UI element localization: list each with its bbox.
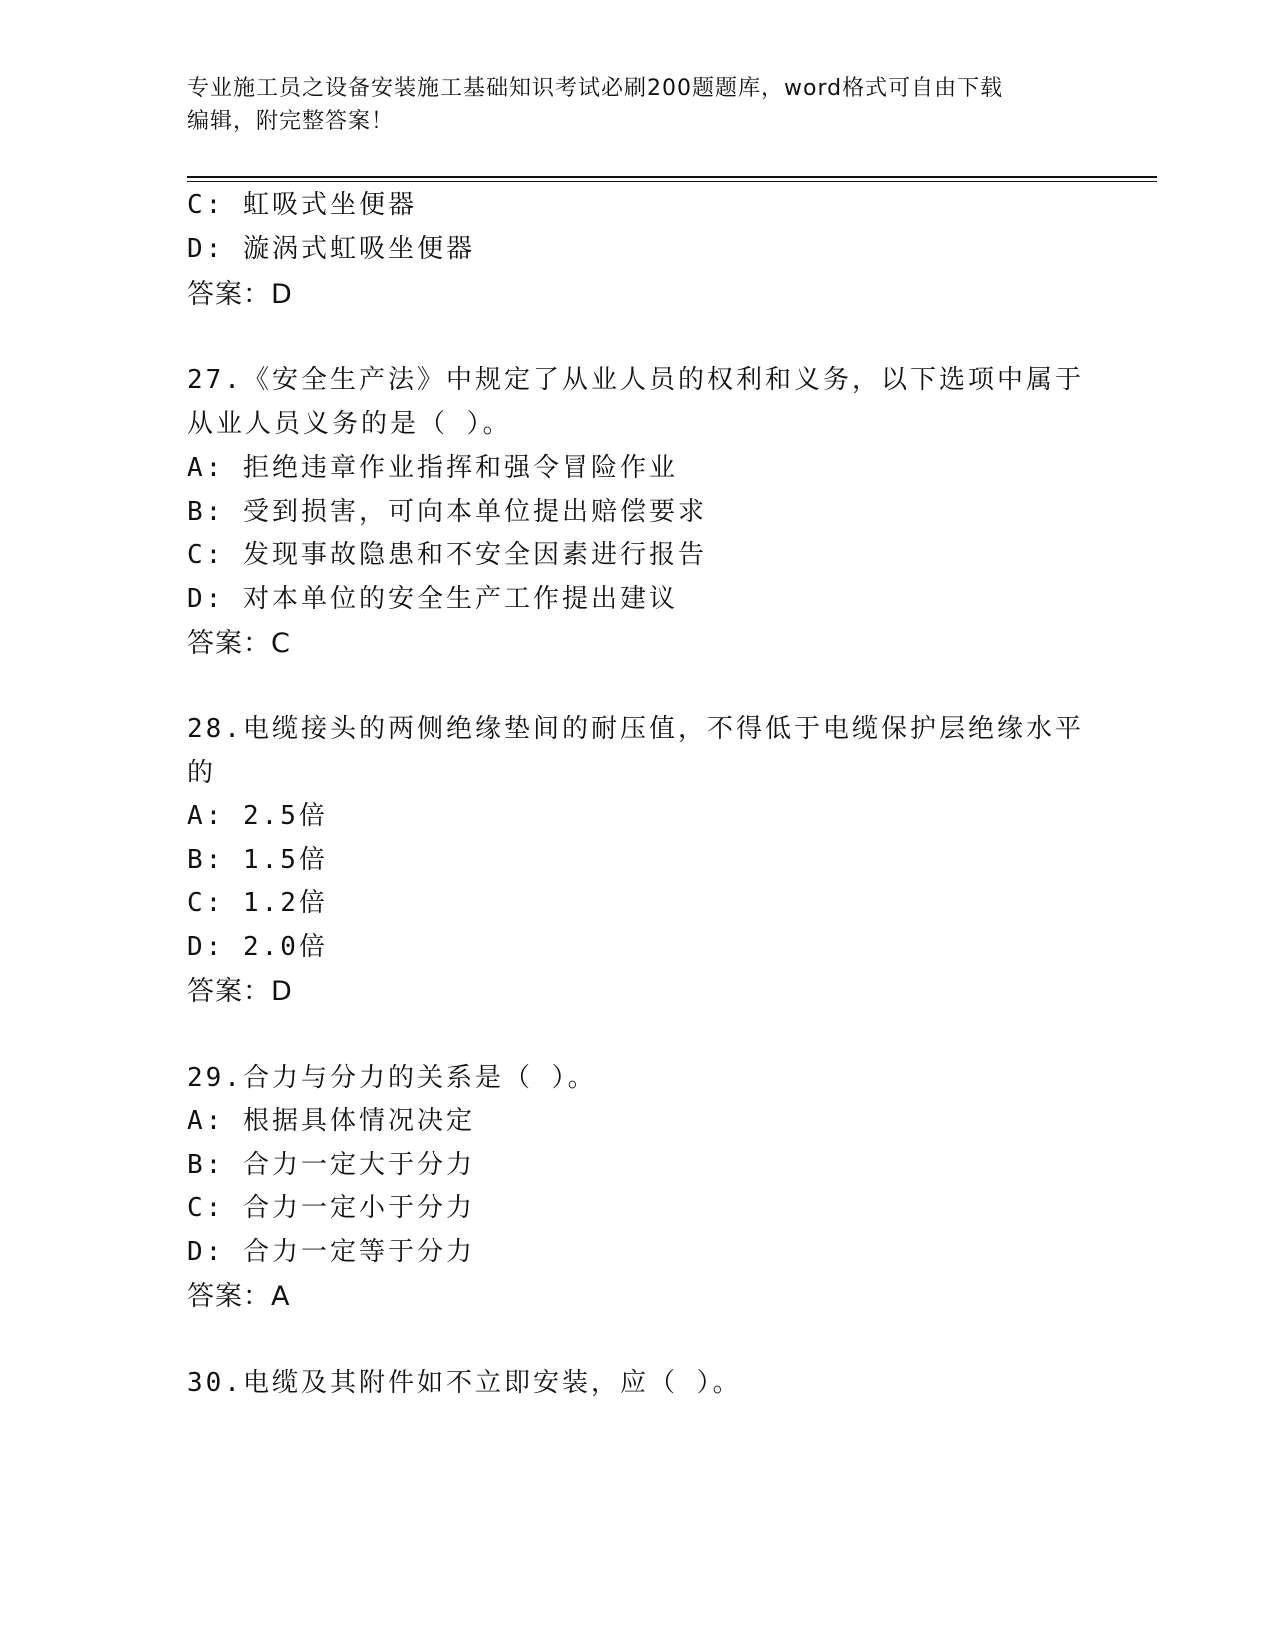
header-title-line-1: 专业施工员之设备安装施工基础知识考试必刷200题题库，word格式可自由下载 — [187, 76, 1004, 101]
q28-stem-line-1: 28.电缆接头的两侧绝缘垫间的耐压值，不得低于电缆保护层绝缘水平 — [187, 714, 1084, 744]
q26-answer: 答案：D — [187, 279, 293, 310]
q27-stem-line-2: 从业人员义务的是（ ）。 — [187, 409, 512, 439]
q29-option-b: B: 合力一定大于分力 — [187, 1150, 475, 1180]
header-divider-thin — [187, 181, 1157, 182]
header-title-line-2: 编辑，附完整答案！ — [187, 109, 395, 134]
q29-answer: 答案：A — [187, 1281, 291, 1312]
q30-stem-line-1: 30.电缆及其附件如不立即安装，应（ ）。 — [187, 1368, 742, 1398]
header-divider-thick — [187, 176, 1157, 178]
q29-option-c: C: 合力一定小于分力 — [187, 1193, 475, 1223]
q28-stem-line-2: 的 — [187, 758, 217, 788]
q26-option-d: D: 漩涡式虹吸坐便器 — [187, 234, 475, 264]
q26-option-c: C: 虹吸式坐便器 — [187, 190, 417, 220]
q27-option-c: C: 发现事故隐患和不安全因素进行报告 — [187, 540, 707, 570]
q27-option-d: D: 对本单位的安全生产工作提出建议 — [187, 584, 678, 614]
q28-option-d: D: 2.0倍 — [187, 932, 328, 962]
q28-option-c: C: 1.2倍 — [187, 888, 328, 918]
document-header — [187, 72, 1087, 138]
q29-stem-line-1: 29.合力与分力的关系是（ ）。 — [187, 1063, 597, 1093]
q27-answer: 答案：C — [187, 628, 291, 659]
q29-option-d: D: 合力一定等于分力 — [187, 1237, 475, 1267]
q28-option-b: B: 1.5倍 — [187, 845, 328, 875]
q27-stem-line-1: 27.《安全生产法》中规定了从业人员的权利和义务，以下选项中属于 — [187, 365, 1084, 395]
q29-option-a: A: 根据具体情况决定 — [187, 1106, 475, 1136]
q27-option-b: B: 受到损害，可向本单位提出赔偿要求 — [187, 497, 707, 527]
q28-answer: 答案：D — [187, 976, 293, 1007]
q28-option-a: A: 2.5倍 — [187, 801, 328, 831]
q27-option-a: A: 拒绝违章作业指挥和强令冒险作业 — [187, 453, 678, 483]
